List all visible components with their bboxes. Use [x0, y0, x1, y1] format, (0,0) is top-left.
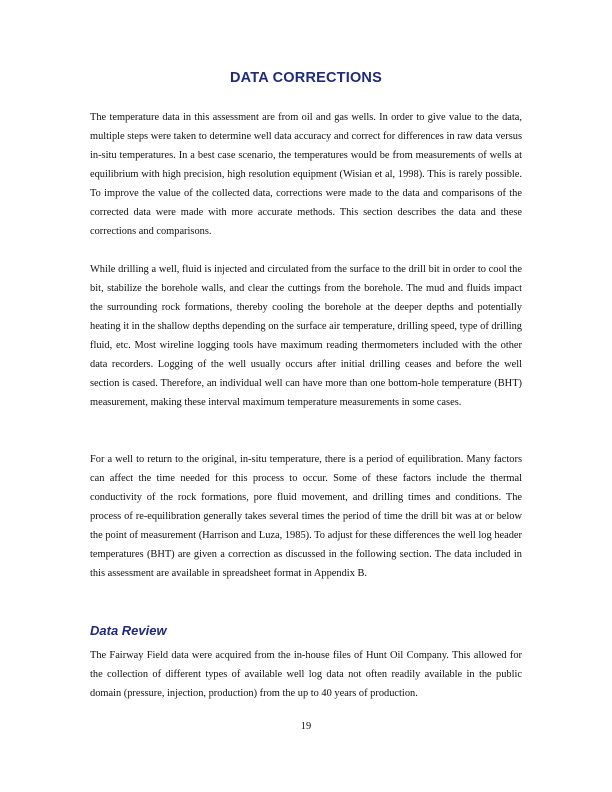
paragraph-intro: The temperature data in this assessment are from oil and gas wells. In order to give value to the data, multiple steps were taken to determine well data accuracy and correct for differences in raw data versus in-situ temperatures. In a best case scenario, the temperatures would be from measurements of wells at equilibrium with high precision, high resolution equipment (Wisian et al, 1998). This is rarely possible. To improve the value of the collected data, corrections were made to the data and comparisons of the corrected data were made with more accurate methods. This section describes the data and these corrections and comparisons. — [90, 112, 522, 237]
paragraph-data-review: The Fairway Field data were acquired from the in-house files of Hunt Oil Company. This allowed for the collection of different types of available well log data not often readily available in the public domain (pressure, injection, production) from the up to 40 years of production. — [90, 650, 522, 699]
paragraph-equilibration: For a well to return to the original, in-situ temperature, there is a period of equilibration. Many factors can affect the time needed for this process to occur. Some of these factors include the thermal conductivity of the rock formations, pore fluid movement, and drilling times and conditions. The process of re-equilibration generally takes several times the period of time the drill bit was at or below the point of measurement (Harrison and Luza, 1985). To adjust for these differences the well log header temperatures (BHT) are given a correction as discussed in the following section. The data included in this assessment are available in spreadsheet format in Appendix B. — [90, 454, 522, 579]
section-heading-data-review: Data Review — [90, 623, 167, 638]
page-title: DATA CORRECTIONS — [230, 70, 382, 86]
paragraph-drilling: While drilling a well, fluid is injected and circulated from the surface to the drill bit in order to cool the bit, stabilize the borehole walls, and clear the cuttings from the borehole. The mud and fluids impact the surrounding rock formations, thereby cooling the borehole at the deeper depths and potentially heating it in the shallow depths depending on the surface air temperature, drilling speed, type of drilling fluid, etc. Most wireline logging tools have maximum reading thermometers included with the other data recorders. Logging of the well usually occurs after initial drilling ceases and before the well section is cased. Therefore, an individual well can have more than one bottom-hole temperature (BHT) measurement, making these interval maximum temperature measurements in some cases. — [90, 264, 522, 408]
page-number: 19 — [300, 721, 312, 732]
